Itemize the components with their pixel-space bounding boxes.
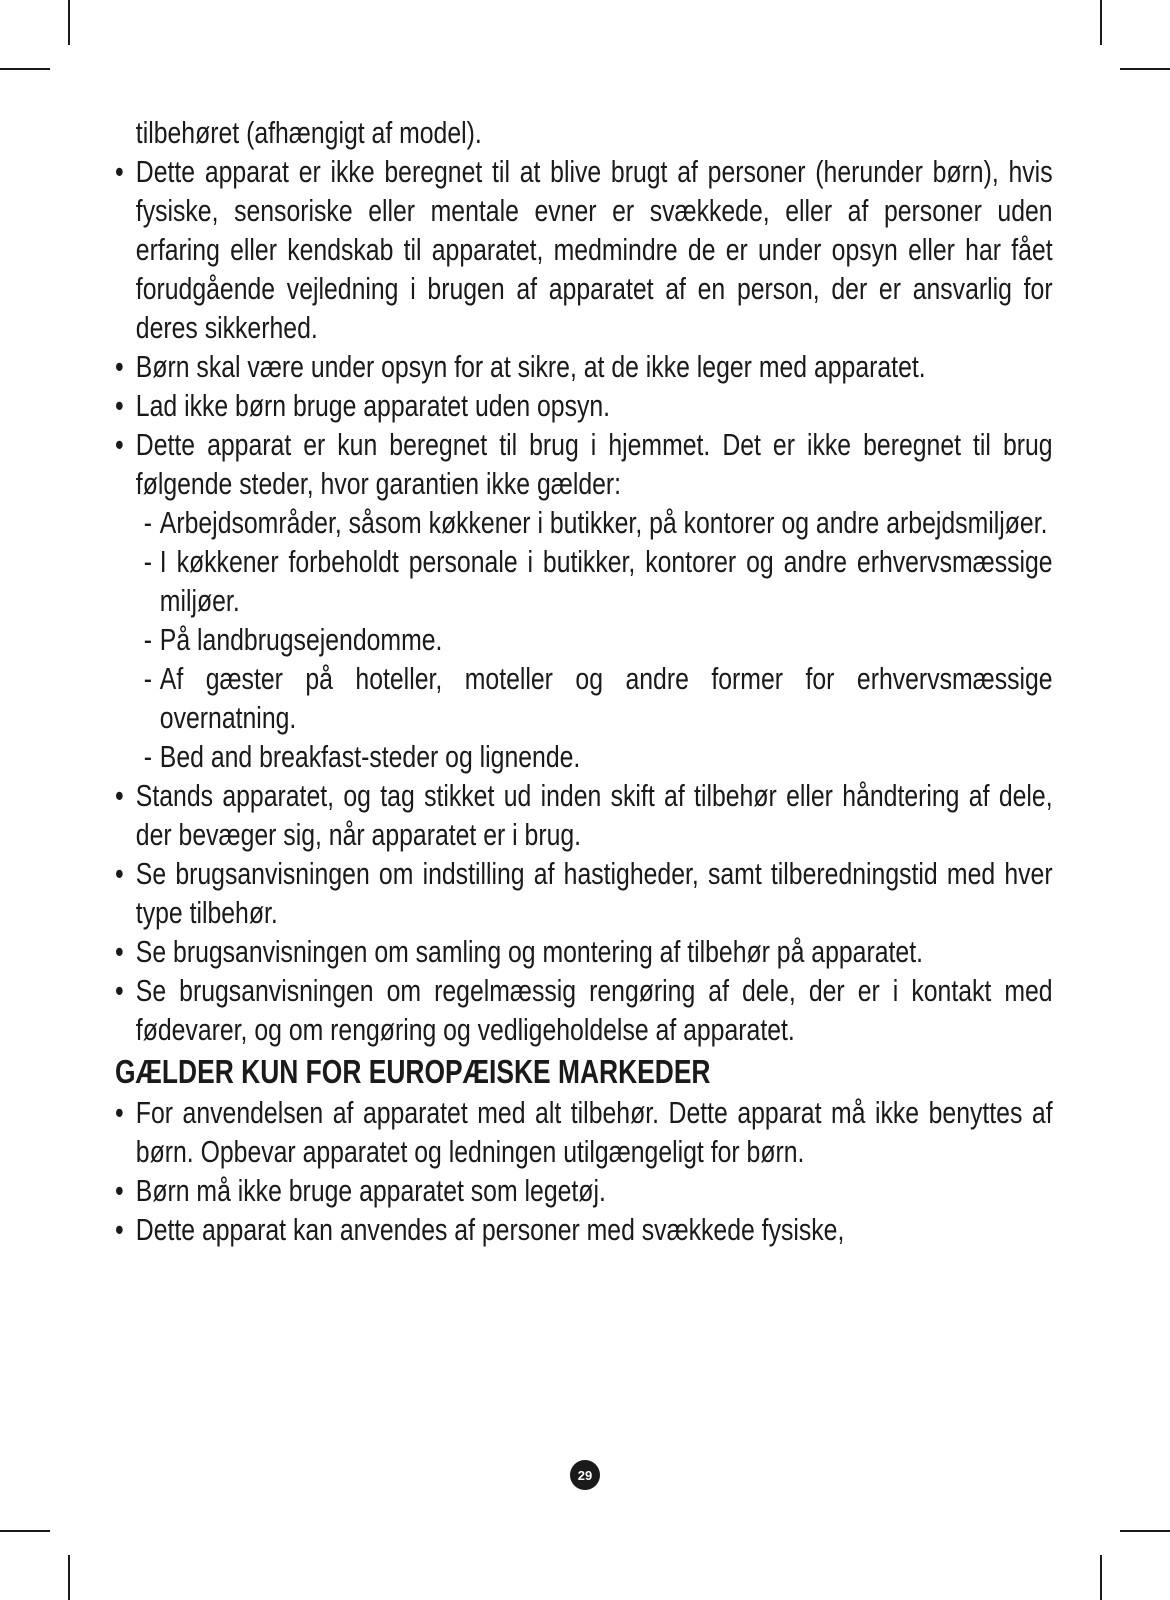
list-item: • Dette apparat er kun beregnet til brug i hjemmet. Det er ikke beregnet til brug følgende steder, hvor garantien ikke gælder:: [115, 425, 1053, 503]
crop-mark: [1120, 68, 1170, 70]
crop-mark: [1100, 1555, 1102, 1600]
continuation-text: tilbehøret (afhængigt af model).: [135, 115, 482, 150]
list-item: • Børn må ikke bruge apparatet som legetøj.: [115, 1171, 1053, 1210]
list-item: • Dette apparat kan anvendes af personer med svækkede fysiske,: [115, 1210, 1053, 1249]
sub-list-item: - I køkkener forbeholdt personale i butikker, kontorer og andre erhvervsmæssige miljøer.: [115, 542, 1053, 620]
list-item: • For anvendelsen af apparatet med alt tilbehør. Dette apparat må ikke benyttes af børn. Opbevar apparatet og ledningen utilgængeligt for børn.: [115, 1093, 1053, 1171]
crop-mark: [1120, 1530, 1170, 1532]
list-item: • Stands apparatet, og tag stikket ud inden skift af tilbehør eller håndtering af dele, der bevæger sig, når apparatet er i brug.: [115, 776, 1053, 854]
sub-list-item: - På landbrugsejendomme.: [115, 620, 1053, 659]
list-item: • Se brugsanvisningen om regelmæssig rengøring af dele, der er i kontakt med fødevarer, og om rengøring og vedligeholdelse af apparatet.: [115, 971, 1053, 1049]
section-heading: GÆLDER KUN FOR EUROPÆISKE MARKEDER: [115, 1053, 711, 1090]
sub-list-item: - Arbejdsområder, såsom køkkener i butikker, på kontorer og andre arbejdsmiljøer.: [115, 503, 1053, 542]
list-item: • Se brugsanvisningen om samling og montering af tilbehør på apparatet.: [115, 932, 1053, 971]
page-body: [115, 113, 1053, 1249]
page-number-badge: 29: [570, 1460, 600, 1490]
list-item: • Dette apparat er ikke beregnet til at blive brugt af personer (herunder børn), hvis fysiske, sensoriske eller mentale evner er svækkede, eller af personer uden erfaring eller kendskab til apparatet, medmindre de er under opsyn eller har fået forudgående vejledning i brugen af apparatet af en person, der er ansvarlig for deres sikkerhed.: [115, 152, 1053, 347]
crop-mark: [0, 1530, 50, 1532]
sub-list-item: - Af gæster på hoteller, moteller og andre former for erhvervsmæssige overnatning.: [115, 659, 1053, 737]
crop-mark: [68, 0, 70, 45]
sub-list-item: - Bed and breakfast-steder og lignende.: [115, 737, 1053, 776]
list-item: • Lad ikke børn bruge apparatet uden opsyn.: [115, 386, 1053, 425]
list-item: • Se brugsanvisningen om indstilling af hastigheder, samt tilberedningstid med hver type tilbehør.: [115, 854, 1053, 932]
crop-mark: [1100, 0, 1102, 45]
crop-mark: [0, 68, 50, 70]
list-item: • Børn skal være under opsyn for at sikre, at de ikke leger med apparatet.: [115, 347, 1053, 386]
crop-mark: [68, 1555, 70, 1600]
